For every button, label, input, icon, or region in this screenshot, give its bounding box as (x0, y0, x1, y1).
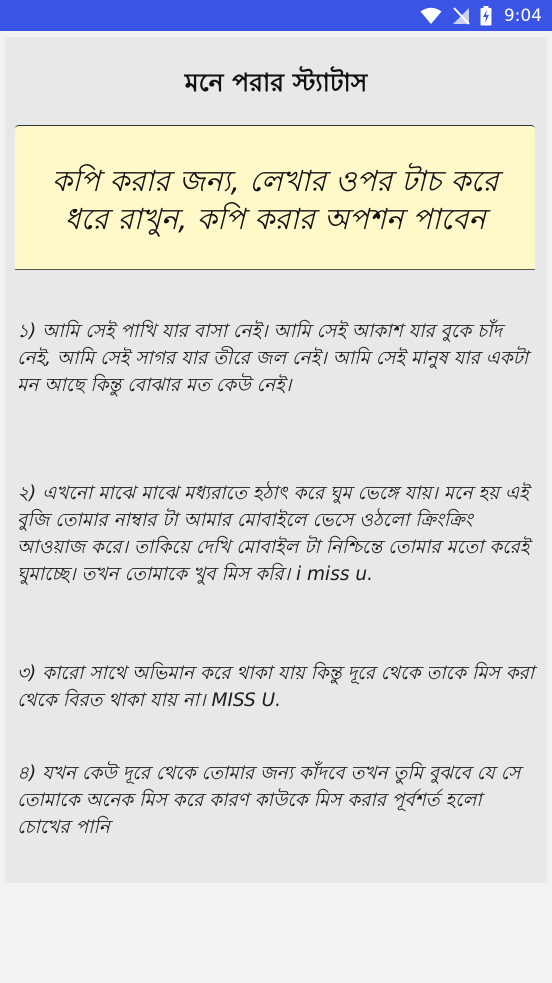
copy-instruction-box (15, 125, 535, 270)
status-bar (0, 0, 552, 31)
status-list (17, 318, 539, 919)
wifi-icon (420, 7, 442, 25)
status-icons (420, 0, 542, 31)
battery-icon (480, 6, 492, 26)
copy-instruction-text: কপি করার জন্য, লেখার ওপর টাচ করে ধরে রাখুন, কপি করার অপশন পাবেন (51, 163, 499, 236)
content-card (5, 37, 547, 883)
status-item-2[interactable]: ২) এখনো মাঝে মাঝে মধ্যরাতে হঠাৎ করে ঘুম ভেঙ্গে যায়। মনে হয় এই বুজি তোমার নাম্বার টা আমার মোবাইলে ভেসে ওঠলো ক্রিংক্রিং আওয়াজ করে। তাকিয়ে দেখি মোবাইল টা নিশ্চিন্তে তোমার মতো করেই ঘুমাচ্ছে। তখন তোমাকে খুব মিস করি। i miss u. (17, 483, 530, 585)
status-item-3[interactable]: ৩) কারো সাথে অভিমান করে থাকা যায় কিন্তু দূরে থেকে তাকে মিস করা থেকে বিরত থাকা যায় না। MISS U. (17, 663, 535, 711)
clock-time: 9:04 (503, 5, 542, 26)
page-title: মনে পরার স্ট্যাটাস (184, 68, 368, 97)
status-item-4[interactable]: ৪) যখন কেউ দূরে থেকে তোমার জন্য কাঁদবে তখন তুমি বুঝবে যে সে তোমাকে অনেক মিস করে কারণ কাউকে মিস করার পূর্বশর্ত হলো চোখের পানি (17, 763, 521, 838)
no-signal-icon (452, 7, 470, 25)
bottom-blank-area (0, 883, 552, 983)
status-item-1[interactable]: ১) আমি সেই পাখি যার বাসা নেই। আমি সেই আকাশ যার বুকে চাঁদ নেই, আমি সেই সাগর যার তীরে জল নেই। আমি সেই মানুষ যার একটা মন আছে কিন্তু বোঝার মত কেউ নেই। (17, 321, 529, 396)
